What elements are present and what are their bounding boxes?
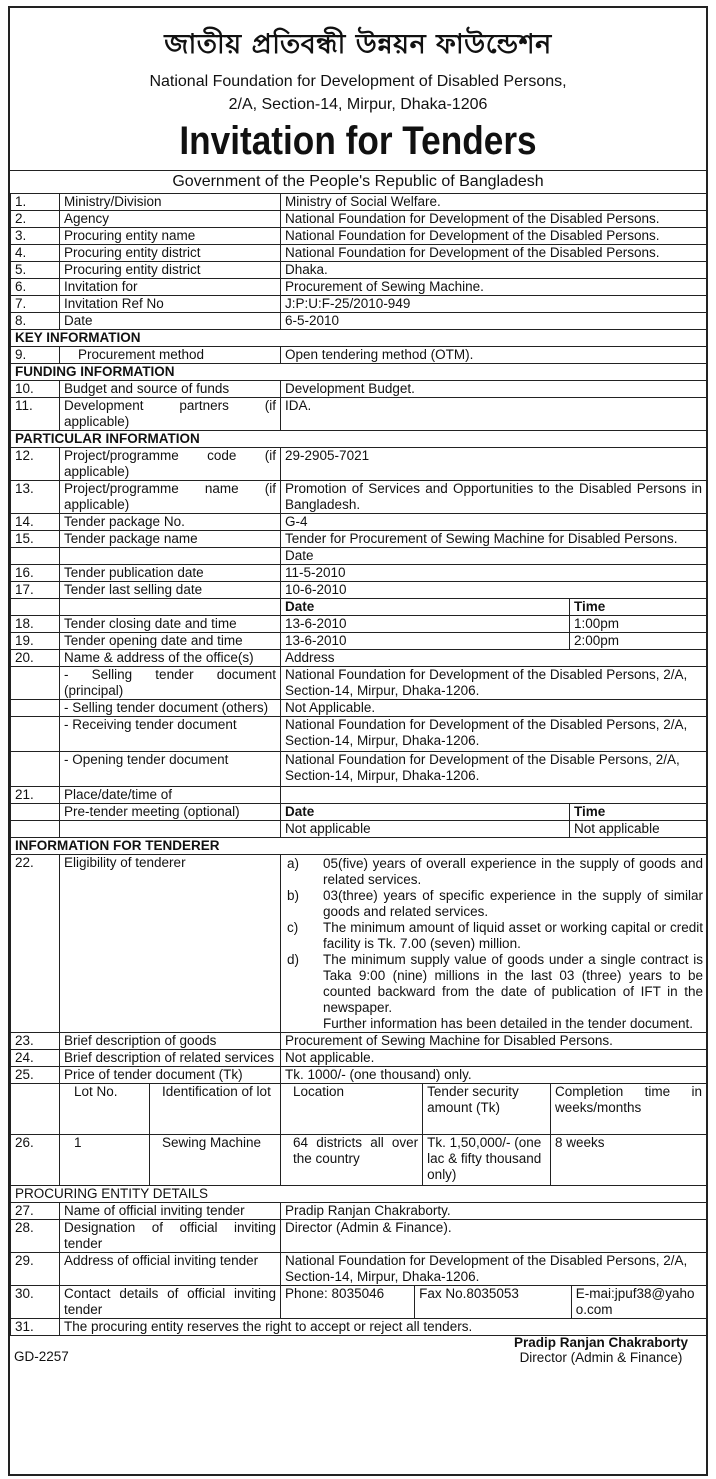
table-row [11,650,707,667]
table-row [11,279,707,296]
table-cell [60,548,281,565]
table-cell: Not Applicable. [281,700,707,717]
table-cell [11,804,60,821]
section-heading-key [11,330,707,347]
table-row [11,633,707,650]
table-cell: Procuring entity district [60,245,281,262]
table-cell: Procurement method [60,347,281,364]
table-row [11,481,707,514]
table-cell: PROCURING ENTITY DETAILS [11,1186,707,1203]
table-cell: 8 weeks [555,1135,605,1150]
eligibility-item [285,888,703,920]
eligibility-item [285,856,703,888]
table-cell: National Foundation for Development of the Disabled Persons. [281,228,707,245]
table-cell: Tk. 1,50,000/- (one lac & fifty thousand only) [423,1135,551,1185]
table-cell: 29. [11,1253,60,1286]
table-cell: 19. [11,633,60,650]
table-row [11,548,707,565]
table-cell: National Foundation for Development of the Disable Persons, 2/A, Section-14, Mirpur, Dhaka-1206. [281,752,707,787]
table-cell: INFORMATION FOR TENDERER [11,838,707,855]
table-cell: Contact details of official inviting tender [60,1286,281,1319]
table-row [11,448,707,481]
table-cell: Price of tender document (Tk) [60,1067,281,1084]
table-cell: 5. [11,262,60,279]
table-cell: Location [281,1084,423,1134]
table-row [11,296,707,313]
table-row [11,1286,707,1319]
section-heading-funding [11,364,707,381]
table-row [11,1253,707,1286]
table-cell: Procurement of Sewing Machine. [281,279,707,296]
table-cell: 21. [11,787,60,804]
table-cell [60,821,281,838]
table-cell: Completion time in weeks/months [555,1084,703,1115]
table-cell: Pre-tender meeting (optional) [60,804,281,821]
table-cell: 10-6-2010 [281,582,707,599]
section-heading-tenderer [11,838,707,855]
table-cell: Development Budget. [281,381,707,398]
table-cell: Tender package No. [60,514,281,531]
table-cell [281,1135,707,1186]
table-cell: Eligibility of tenderer [60,855,281,1033]
table-row [11,398,707,431]
table-row [11,1067,707,1084]
table-row [11,1220,707,1253]
table-row [11,565,707,582]
table-row [11,381,707,398]
table-cell [281,855,707,1033]
table-cell: 16. [11,565,60,582]
table-cell: Date [281,599,570,616]
table-row [11,700,707,717]
eligibility-item [285,1016,703,1032]
table-cell: 14. [11,514,60,531]
table-cell [281,1286,707,1319]
table-cell: Invitation Ref No [60,296,281,313]
table-row [11,667,707,700]
table-cell: Brief description of related services [60,1050,281,1067]
table-row [11,514,707,531]
section-heading-entity [11,1186,707,1203]
table-cell: Tender publication date [60,565,281,582]
table-cell: - Opening tender document [60,752,281,787]
table-cell: Date [281,804,570,821]
table-cell: 7. [11,296,60,313]
eligibility-item-label: b) [287,888,300,903]
table-row [11,599,707,616]
table-cell: G-4 [281,514,707,531]
table-cell: 2. [11,211,60,228]
eligibility-list [285,856,703,1032]
table-cell: 12. [11,448,60,481]
table-cell: National Foundation for Development of the Disabled Persons, 2/A, Section-14, Mirpur, Dhaka-1206. [281,717,707,752]
table-cell: 23. [11,1033,60,1050]
table-cell: 22. [11,855,60,1033]
table-cell: Tender last selling date [60,582,281,599]
table-row [11,245,707,262]
table-cell: Fax No.8035053 [415,1286,572,1318]
notice-header [10,24,706,164]
table-cell: Brief description of goods [60,1033,281,1050]
table-cell: Time [570,599,707,616]
notice-ref: GD-2257 [14,1349,69,1364]
signatory-designation: Director (Admin & Finance) [519,1350,683,1365]
table-cell: 29-2905-7021 [281,448,707,481]
tender-table [10,193,707,1336]
contact-email: E-mai:jpuf38@yahoo.com [575,1286,695,1317]
table-row [11,1203,707,1220]
eligibility-item-text: 05(five) years of overall experience in the supply of goods and related services. [323,856,704,887]
table-cell: 24. [11,1050,60,1067]
table-cell: Project/programme name (if applicable) [60,481,281,514]
table-row [11,531,707,548]
table-cell [11,752,60,787]
table-row [11,616,707,633]
table-row [11,347,707,364]
table-cell: 28. [11,1220,60,1253]
table-cell: Date [281,548,707,565]
table-cell: Director (Admin & Finance). [281,1220,707,1253]
table-cell: 30. [11,1286,60,1319]
table-cell: Open tendering method (OTM). [281,347,707,364]
table-row [11,1319,707,1336]
table-cell: Procuring entity district [60,262,281,279]
table-cell: Project/programme code (if applicable) [60,448,281,481]
table-row [11,821,707,838]
table-cell: 15. [11,531,60,548]
table-cell: 25. [11,1067,60,1084]
table-cell: 6-5-2010 [281,313,707,330]
table-row [11,717,707,752]
table-cell: 20. [11,650,60,667]
table-cell: National Foundation for Development of the Disabled Persons. [281,245,707,262]
table-cell: 13. [11,481,60,514]
eligibility-item-text: Further information has been detailed in the tender document. [323,1016,693,1031]
table-cell: Designation of official inviting tender [60,1220,281,1253]
table-cell [60,599,281,616]
table-row [11,194,707,211]
table-cell: National Foundation for Development of the Disabled Persons, 2/A, Section-14, Mirpur, Dhaka-1206. [281,667,707,700]
table-cell: PARTICULAR INFORMATION [11,431,707,448]
table-cell: Procurement of Sewing Machine for Disabled Persons. [281,1033,707,1050]
table-cell: 9. [11,347,60,364]
lot-table-header [11,1084,707,1135]
table-cell: Address [281,650,707,667]
table-cell: 26. [11,1135,60,1186]
table-cell: Promotion of Services and Opportunities to the Disabled Persons in Bangladesh. [281,481,707,514]
eligibility-item-text: The minimum amount of liquid asset or working capital or credit facility is Tk. 7.00 (seven) million. [323,920,704,951]
table-row [11,804,707,821]
table-cell: Dhaka. [281,262,707,279]
table-cell: 31. [11,1319,60,1336]
table-cell: National Foundation for Development of the Disabled Persons, 2/A, Section-14, Mirpur, Dhaka-1206. [281,1253,707,1286]
table-cell: Tender for Procurement of Sewing Machine for Disabled Persons. [281,531,707,548]
table-cell: Development partners (if applicable) [60,398,281,431]
table-cell: Not applicable. [281,1050,707,1067]
government-line: Government of the People's Republic of Bangladesh [10,170,706,193]
table-cell: Lot No. [60,1084,150,1135]
table-cell: 1. [11,194,60,211]
table-cell: 10. [11,381,60,398]
table-cell [281,787,707,804]
notice-footer [10,1336,706,1366]
table-cell: 3. [11,228,60,245]
table-cell: Time [570,804,707,821]
table-cell: Procuring entity name [60,228,281,245]
table-cell: 4. [11,245,60,262]
table-cell [11,821,60,838]
table-cell [11,717,60,752]
eligibility-item-label: c) [287,920,299,935]
signatory-name: Pradip Ranjan Chakraborty [513,1335,688,1350]
table-cell: Tender closing date and time [60,616,281,633]
table-row [11,228,707,245]
table-cell: 13-6-2010 [281,616,570,633]
table-cell: Tender package name [60,531,281,548]
table-row [11,855,707,1033]
table-row [11,262,707,279]
table-cell: 17. [11,582,60,599]
table-cell: Identification of lot [150,1084,281,1135]
table-cell: 1:00pm [570,616,707,633]
table-row [11,582,707,599]
table-row [11,1050,707,1067]
table-cell: 1 [60,1135,150,1186]
table-cell [11,667,60,700]
table-cell: 6. [11,279,60,296]
table-row [11,752,707,787]
table-cell: Date [60,313,281,330]
lot-table-row [11,1135,707,1186]
organization-address: 2/A, Section-14, Mirpur, Dhaka-1206 [228,96,488,113]
bengali-title: জাতীয় প্রতিবন্ধী উন্নয়ন ফাউন্ডেশন [164,29,552,60]
table-cell: - Selling tender document (principal) [60,667,281,700]
table-cell: Ministry/Division [60,194,281,211]
table-cell: Not applicable [570,821,707,838]
table-cell: Name & address of the office(s) [60,650,281,667]
table-cell [11,599,60,616]
table-cell: 8. [11,313,60,330]
table-cell: Invitation for [60,279,281,296]
table-cell [11,1084,60,1135]
table-row [11,787,707,804]
eligibility-item [285,952,703,1016]
table-cell: Phone: 8035046 [281,1286,415,1318]
table-row [11,211,707,228]
table-cell: - Selling tender document (others) [60,700,281,717]
signature-block [514,1335,688,1365]
eligibility-item-label: a) [287,856,300,871]
table-cell: 11-5-2010 [281,565,707,582]
table-cell: 64 districts all over the country [281,1135,423,1185]
table-cell: FUNDING INFORMATION [11,364,707,381]
table-cell: J:P:U:F-25/2010-949 [281,296,707,313]
organization-name: National Foundation for Development of Disabled Persons, [149,73,567,90]
table-cell: Pradip Ranjan Chakraborty. [281,1203,707,1220]
table-cell: Ministry of Social Welfare. [281,194,707,211]
table-cell [281,1084,707,1135]
table-cell: Tender opening date and time [60,633,281,650]
table-cell: IDA. [281,398,707,431]
table-cell: - Receiving tender document [60,717,281,752]
table-cell: The procuring entity reserves the right to accept or reject all tenders. [60,1319,707,1336]
table-cell: National Foundation for Development of the Disabled Persons. [281,211,707,228]
table-cell: Not applicable [281,821,570,838]
table-cell [11,700,60,717]
table-cell: 27. [11,1203,60,1220]
table-cell: 11. [11,398,60,431]
table-row [11,1033,707,1050]
table-row [11,313,707,330]
notice-title: Invitation for Tenders [179,119,537,163]
table-cell: Place/date/time of [60,787,281,804]
eligibility-item [285,920,703,952]
table-cell: 13-6-2010 [281,633,570,650]
eligibility-item-label: d) [287,952,300,967]
eligibility-item-text: 03(three) years of specific experience in the supply of similar goods and related services. [323,888,704,919]
table-cell: Tk. 1000/- (one thousand) only. [281,1067,707,1084]
table-cell: Sewing Machine [150,1135,281,1186]
table-cell: KEY INFORMATION [11,330,707,347]
table-cell: Tender security amount (Tk) [423,1084,551,1134]
table-cell [11,548,60,565]
section-heading-particular [11,431,707,448]
eligibility-item-text: The minimum supply value of goods under a single contract is Taka 9:00 (nine) millions in the last 03 (three) years to be counted backward from the date of publication of IFT in the newspaper. [323,952,704,1015]
tender-notice [8,6,708,1476]
table-cell: 18. [11,616,60,633]
table-cell: Budget and source of funds [60,381,281,398]
table-cell: Address of official inviting tender [60,1253,281,1286]
table-cell: Agency [60,211,281,228]
table-cell: 2:00pm [570,633,707,650]
table-cell: Name of official inviting tender [60,1203,281,1220]
